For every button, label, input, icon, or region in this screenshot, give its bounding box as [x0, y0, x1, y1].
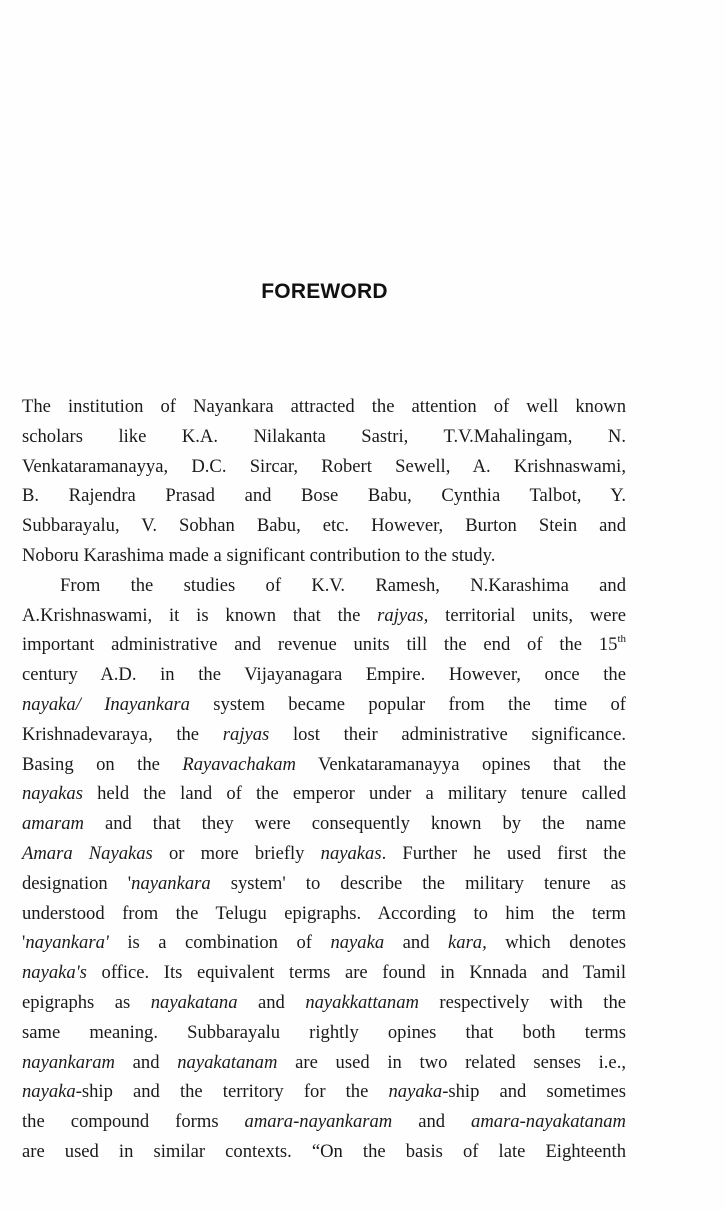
text-run: Subbarayalu, V. Sobhan Babu, etc. However, Burton Stein and [22, 515, 626, 537]
text-run: The institution of Nayankara attracted the attention of well known [22, 396, 626, 417]
text-line [22, 779, 626, 809]
text-line [22, 1137, 626, 1167]
text-line [22, 690, 626, 720]
text-run: understood from the Telugu epigraphs. According to him the term [22, 902, 626, 924]
italic-term: kara, [448, 932, 487, 954]
text-line [22, 1048, 626, 1078]
text-run: From the studies of K.V. Ramesh, N.Karashima and [60, 574, 626, 596]
text-run: -ship and sometimes [442, 1081, 626, 1103]
text-line [22, 1077, 626, 1107]
italic-term: Amara Nayakas [22, 842, 153, 864]
text-run: which denotes [486, 932, 626, 954]
text-line [22, 750, 626, 780]
italic-term: amaram [22, 813, 84, 835]
text-run: scholars like K.A. Nilakanta Sastri, T.V.Mahalingam, N. [22, 425, 626, 447]
text-line [22, 511, 626, 541]
italic-term: nayakatanam [177, 1051, 278, 1073]
text-line [22, 809, 626, 839]
text-line [22, 928, 626, 958]
text-line [22, 571, 626, 601]
text-line [22, 452, 626, 482]
italic-term: nayankara [131, 872, 211, 894]
text-line [22, 869, 626, 899]
text-run: . Further he used first the [381, 842, 626, 864]
text-run: the compound forms [22, 1111, 245, 1133]
text-run: Krishnadevaraya, the [22, 723, 223, 745]
text-run: and [114, 1051, 178, 1073]
text-run: Noboru Karashima made a significant contribution to the study. [22, 544, 496, 566]
text-run: territorial units, were [428, 604, 626, 626]
italic-term: nayaka [330, 932, 385, 954]
page-heading: FOREWORD [261, 280, 388, 303]
text-run: and [237, 991, 306, 1013]
text-run: or more briefly [152, 842, 321, 864]
text-line [22, 660, 626, 690]
text-run: office. Its equivalent terms are found in Knnada and Tamil [86, 962, 626, 984]
text-line [22, 1107, 626, 1137]
text-run: epigraphs as [22, 991, 151, 1013]
text-run: and [384, 932, 449, 954]
italic-term: nayakas [320, 842, 382, 864]
text-run: respectively with the [418, 991, 626, 1013]
text-line [22, 601, 626, 631]
text-line [22, 839, 626, 869]
italic-term: nayaka's [22, 962, 87, 984]
italic-term: nayakkattanam [305, 991, 419, 1013]
body-paragraphs [22, 392, 626, 1167]
text-line [22, 392, 626, 422]
text-run: and that they were consequently known by the name [83, 813, 626, 835]
italic-term: nayankara' [25, 932, 109, 954]
text-line [22, 899, 626, 929]
italic-term: nayakas [22, 783, 83, 805]
text-line [22, 988, 626, 1018]
italic-term: rajyas [222, 723, 270, 745]
text-run: A.Krishnaswami, it is known that the [22, 604, 378, 626]
text-run: designation ' [22, 872, 132, 894]
italic-term: nayankaram [22, 1051, 115, 1073]
text-run: -ship and the territory for the [75, 1081, 389, 1103]
italic-term: amara-nayakatanam [471, 1111, 626, 1133]
italic-term: amara-nayankaram [244, 1111, 393, 1133]
text-run: held the land of the emperor under a military tenure called [82, 783, 626, 805]
text-run: Venkataramanayya, D.C. Sircar, Robert Sewell, A. Krishnaswami, [22, 455, 626, 477]
bleed-through-texture [30, 80, 120, 255]
text-run: are used in similar contexts. “On the basis of late Eighteenth [22, 1140, 626, 1162]
text-line [22, 720, 626, 750]
text-run: Venkataramanayya opines that the [295, 753, 627, 775]
italic-term: rajyas, [377, 604, 429, 626]
italic-term: Rayavachakam [182, 753, 296, 775]
text-run: lost their administrative significance. [269, 723, 626, 745]
text-run: is a combination of [108, 932, 331, 954]
italic-term: nayaka [388, 1081, 443, 1103]
text-run: same meaning. Subbarayalu rightly opines that both terms [22, 1021, 626, 1043]
text-line [22, 481, 626, 511]
text-run: system' to describe the military tenure as [210, 872, 626, 894]
text-line [22, 541, 626, 571]
text-run: important administrative and revenue units till the end of the 15 [22, 634, 618, 656]
text-line [22, 1018, 626, 1048]
text-run: ' [22, 932, 26, 954]
text-line [22, 422, 626, 452]
superscript: th [617, 633, 626, 646]
text-line [22, 630, 626, 660]
text-run: are used in two related senses i.e., [277, 1051, 626, 1073]
text-run: Basing on the [22, 753, 183, 775]
text-run: century A.D. in the Vijayanagara Empire. However, once the [22, 664, 626, 686]
text-run: and [392, 1111, 472, 1133]
text-run: B. Rajendra Prasad and Bose Babu, Cynthia Talbot, Y. [22, 485, 626, 507]
italic-term: nayaka [22, 1081, 76, 1103]
italic-term: nayaka/ Inayankara [22, 693, 190, 715]
text-run: system became popular from the time of [189, 693, 626, 715]
text-line [22, 958, 626, 988]
italic-term: nayakatana [150, 991, 238, 1013]
